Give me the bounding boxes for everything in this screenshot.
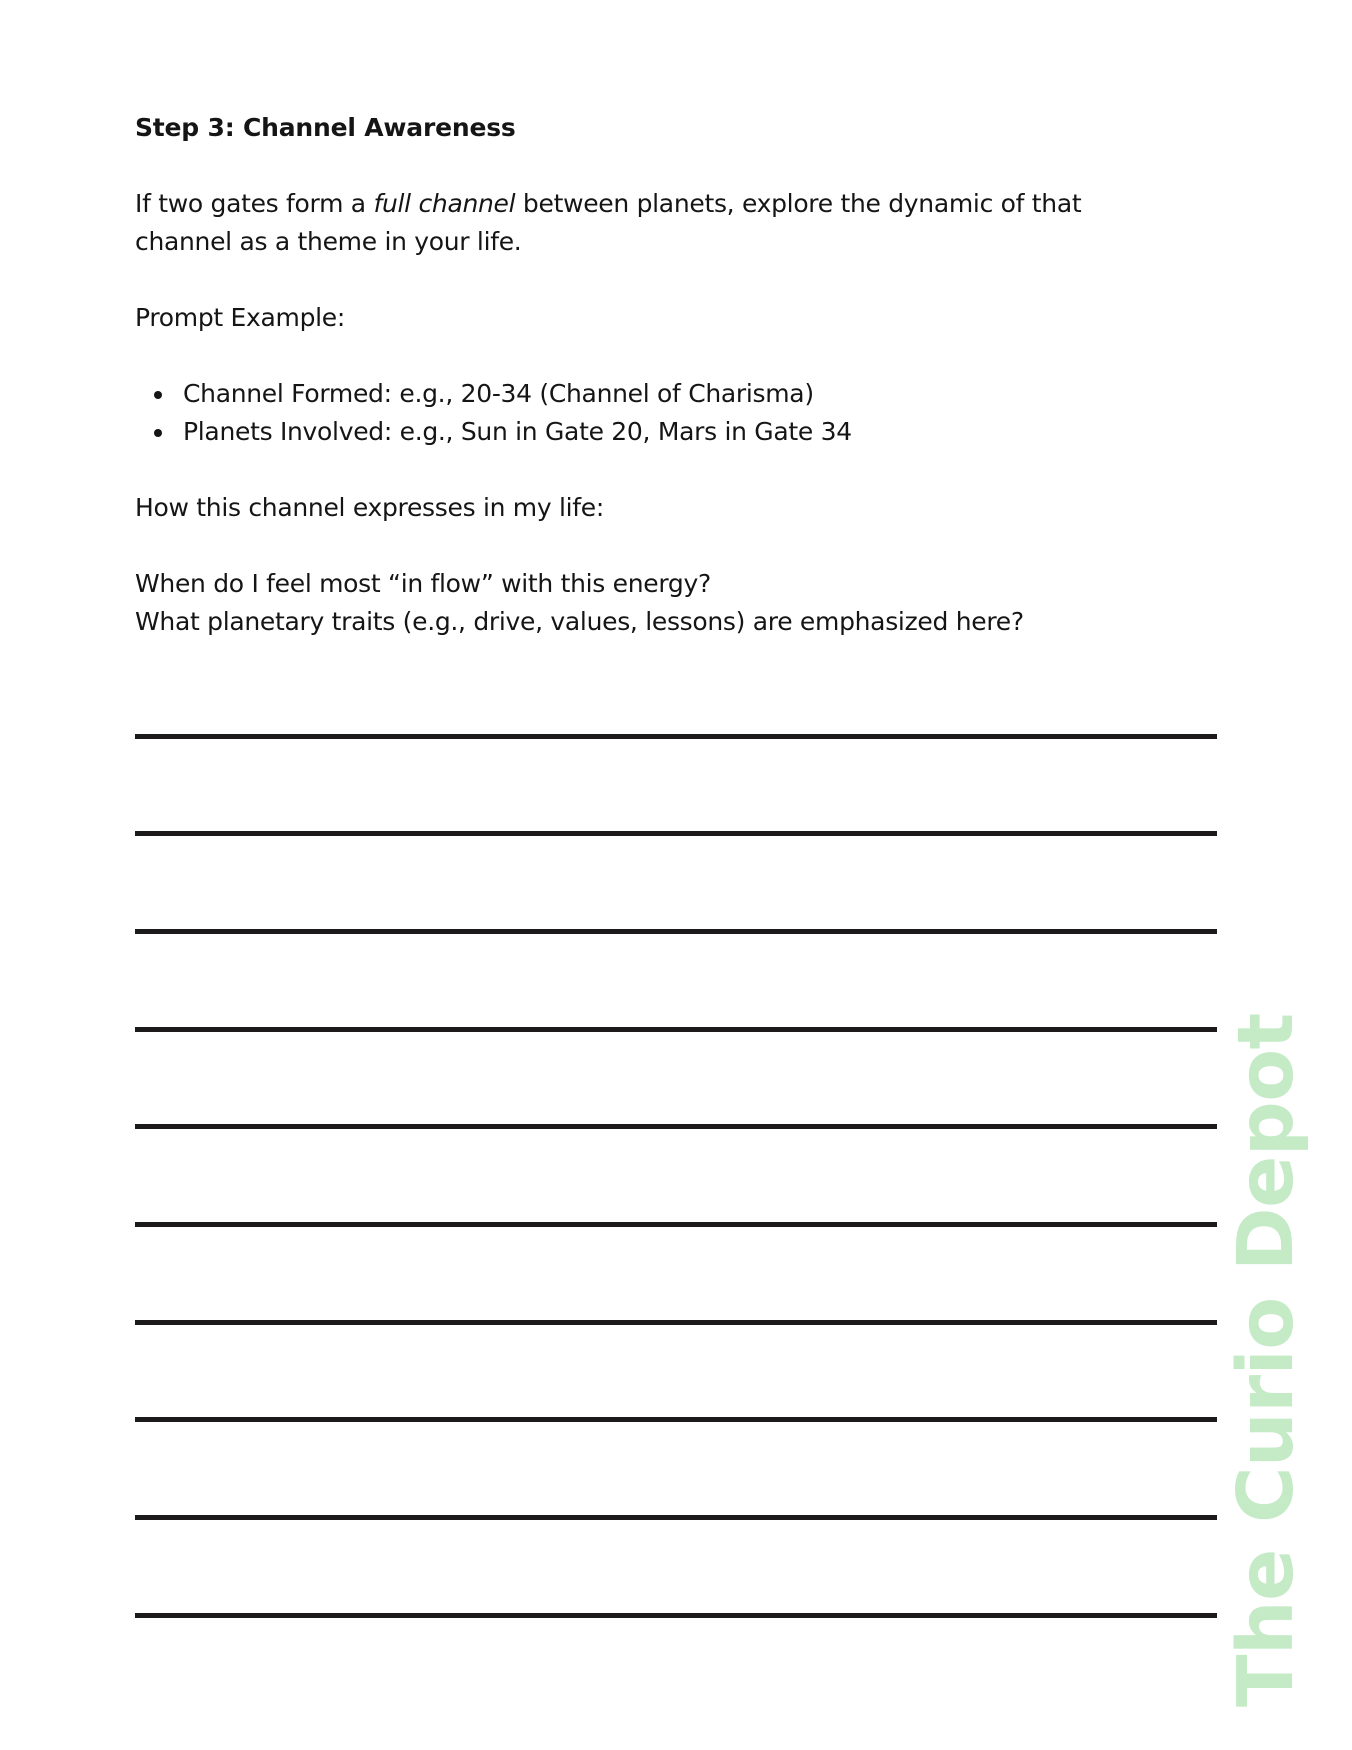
spacer [135,337,1215,375]
list-item-text: Planets Involved: e.g., Sun in Gate 20, Mars in Gate 34 [183,417,852,446]
writing-line[interactable] [135,1320,1217,1325]
prompt-example-list [135,375,1215,451]
intro-text-start: If two gates form a [135,189,374,218]
prompt-example-label: Prompt Example: [135,303,346,332]
spacer [135,527,1215,565]
question-1: When do I feel most “in flow” with this energy? [135,569,711,598]
list-item [135,375,1215,413]
bullet-icon [154,391,162,399]
writing-line[interactable] [135,734,1217,739]
spacer [135,451,1215,489]
writing-line[interactable] [135,1613,1217,1618]
watermark: The Curio Depot [1222,1013,1311,1707]
writing-line[interactable] [135,929,1217,934]
section-heading: Step 3: Channel Awareness [135,113,516,142]
list-item [135,413,1215,451]
intro-line-1 [135,185,1215,223]
writing-line[interactable] [135,831,1217,836]
writing-line[interactable] [135,1417,1217,1422]
list-item-text: Channel Formed: e.g., 20-34 (Channel of Charisma) [183,379,814,408]
bullet-icon [154,429,162,437]
intro-line-2: channel as a theme in your life. [135,227,522,256]
spacer [135,261,1215,299]
writing-line[interactable] [135,1222,1217,1227]
expression-label: How this channel expresses in my life: [135,493,604,522]
intro-text-end: between planets, explore the dynamic of that [515,189,1082,218]
intro-emphasis: full channel [373,189,516,218]
writing-line[interactable] [135,1027,1217,1032]
writing-line[interactable] [135,1515,1217,1520]
writing-line[interactable] [135,1124,1217,1129]
question-2: What planetary traits (e.g., drive, values, lessons) are emphasized here? [135,607,1024,636]
instructions-block [135,185,1215,641]
